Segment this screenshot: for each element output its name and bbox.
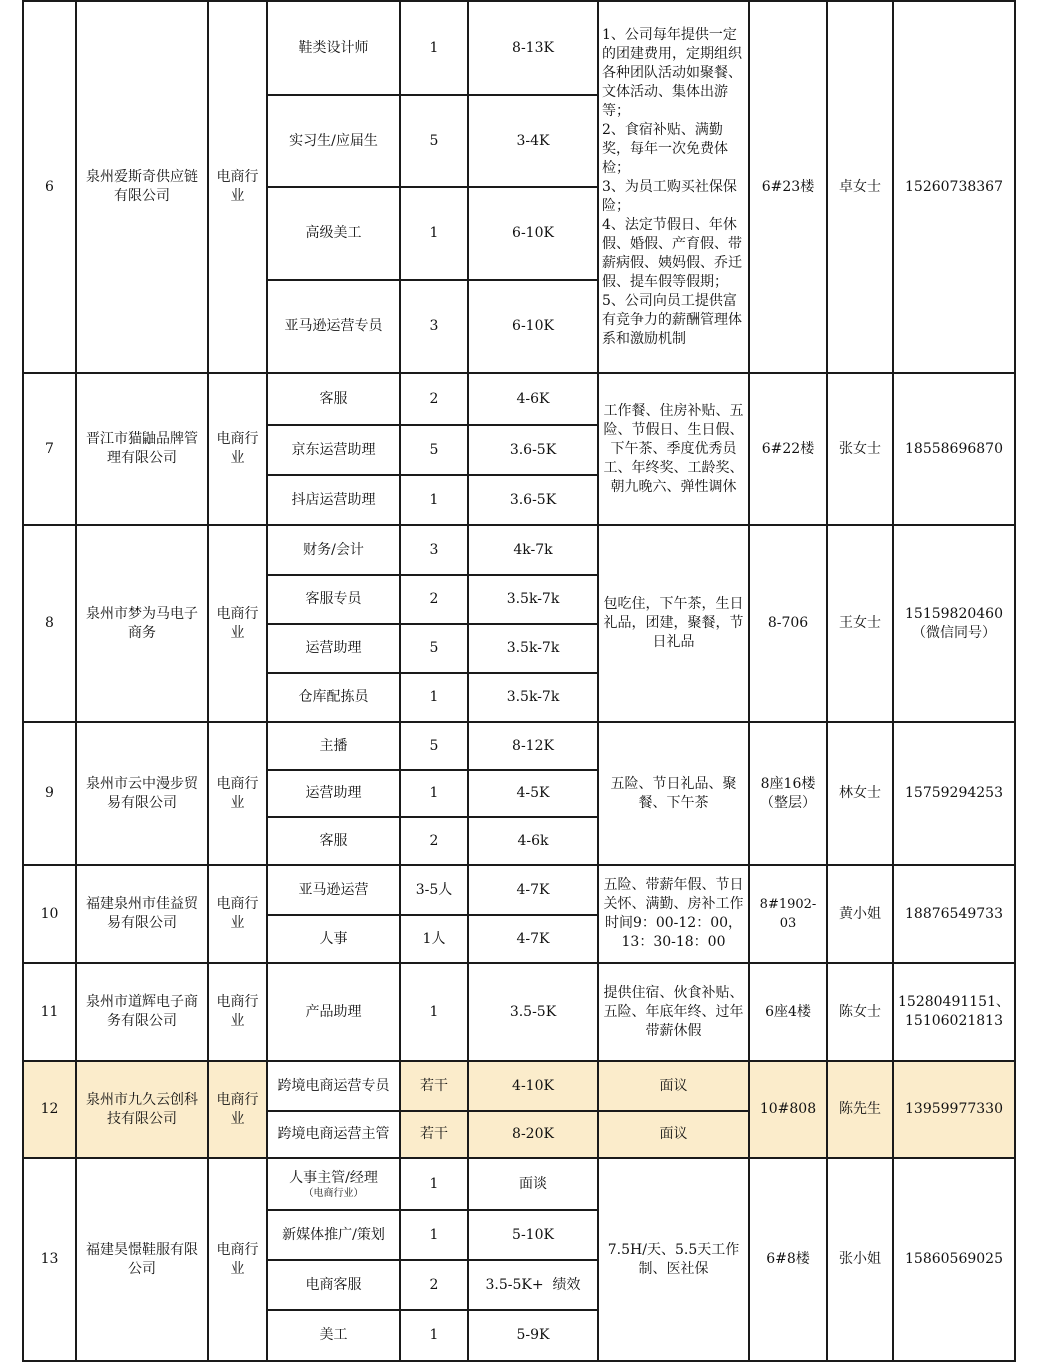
- row-number: 10: [23, 865, 76, 963]
- industry: 电商行业: [208, 722, 267, 865]
- job-title: [267, 1158, 400, 1210]
- job-count: 2: [400, 817, 468, 865]
- company-name: 泉州市九久云创科技有限公司: [76, 1061, 208, 1158]
- benefits: 工作餐、住房补贴、五险、节假日、生日假、下午茶、季度优秀员工、年终奖、工龄奖、朝九晚六、弹性调休: [598, 373, 749, 525]
- benefits: 1、公司每年提供一定的团建费用，定期组织各种团队活动如聚餐、文体活动、集体出游等； 2、食宿补贴、满勤奖，每年一次免费体检； 3、为员工购买社保保险； 4、法定节假日、年休假、婚假、产育假、带薪病假、姨妈假、乔迁假、提车假等假期； 5、公司向员工提供富有竞争力的薪酬管理体系和激励机制: [598, 1, 749, 373]
- job-count: 5: [400, 425, 468, 475]
- benefits: 提供住宿、伙食补贴、五险、年底年终、过年带薪休假: [598, 963, 749, 1061]
- row-number: 7: [23, 373, 76, 525]
- job-salary: 4-10K: [468, 1061, 598, 1111]
- company-name: 泉州爱斯奇供应链有限公司: [76, 1, 208, 373]
- job-count: 1: [400, 187, 468, 280]
- contact: 张女士: [827, 373, 893, 525]
- job-salary: 面谈: [468, 1158, 598, 1210]
- job-title: 主播: [267, 722, 400, 770]
- job-count: 3-5人: [400, 865, 468, 915]
- job-listing-sheet: [22, 0, 1016, 1362]
- address: 6#8楼: [749, 1158, 827, 1361]
- job-salary: 3.6-5K: [468, 425, 598, 475]
- industry: 电商行业: [208, 373, 267, 525]
- phone: 18558696870: [893, 373, 1015, 525]
- job-title: 抖店运营助理: [267, 475, 400, 525]
- address: 6#22楼: [749, 373, 827, 525]
- job-title: 京东运营助理: [267, 425, 400, 475]
- job-title-text: 人事主管/经理: [289, 1169, 378, 1186]
- job-count: 1: [400, 1158, 468, 1210]
- job-salary: 3.6-5K: [468, 475, 598, 525]
- job-count: 1: [400, 963, 468, 1061]
- job-count: 3: [400, 525, 468, 575]
- address: 8#1902-03: [749, 865, 827, 963]
- job-title: 客服: [267, 373, 400, 425]
- job-title: 产品助理: [267, 963, 400, 1061]
- job-count: 5: [400, 95, 468, 187]
- job-count: 1人: [400, 915, 468, 963]
- job-count: 3: [400, 280, 468, 373]
- company-name: 泉州市梦为马电子商务: [76, 525, 208, 722]
- job-salary: 8-12K: [468, 722, 598, 770]
- phone: 18876549733: [893, 865, 1015, 963]
- contact: 林女士: [827, 722, 893, 865]
- industry: 电商行业: [208, 865, 267, 963]
- job-salary: 3.5k-7k: [468, 673, 598, 722]
- company-name: 晋江市猫鼬品牌管理有限公司: [76, 373, 208, 525]
- job-count: 1: [400, 673, 468, 722]
- job-count: 5: [400, 624, 468, 673]
- table-row: [23, 525, 1015, 575]
- job-title: 财务/会计: [267, 525, 400, 575]
- job-listing-table: [22, 0, 1016, 1362]
- company-name: 泉州市云中漫步贸易有限公司: [76, 722, 208, 865]
- job-salary: 8-13K: [468, 1, 598, 95]
- job-salary: 3.5-5K+ 绩效: [468, 1260, 598, 1310]
- job-salary: 3.5-5K: [468, 963, 598, 1061]
- benefits: 包吃住，下午茶，生日礼品，团建，聚餐，节日礼品: [598, 525, 749, 722]
- job-salary: 6-10K: [468, 280, 598, 373]
- table-row: [23, 373, 1015, 425]
- job-count: 2: [400, 575, 468, 624]
- job-salary: 5-9K: [468, 1310, 598, 1361]
- benefits: 面议: [598, 1061, 749, 1111]
- phone: 15260738367: [893, 1, 1015, 373]
- industry: 电商行业: [208, 1061, 267, 1158]
- industry: 电商行业: [208, 1158, 267, 1361]
- contact: 卓女士: [827, 1, 893, 373]
- job-title: 跨境电商运营主管: [267, 1111, 400, 1158]
- job-title: 运营助理: [267, 624, 400, 673]
- job-count: 若干: [400, 1061, 468, 1111]
- job-salary: 4-5K: [468, 770, 598, 817]
- job-count: 2: [400, 373, 468, 425]
- job-count: 1: [400, 1210, 468, 1260]
- table-row: [23, 1061, 1015, 1111]
- job-title: 亚马逊运营: [267, 865, 400, 915]
- job-count: 1: [400, 475, 468, 525]
- job-salary: 4-6K: [468, 373, 598, 425]
- table-row: [23, 722, 1015, 770]
- job-salary: 3.5k-7k: [468, 624, 598, 673]
- row-number: 11: [23, 963, 76, 1061]
- table-row: [23, 1158, 1015, 1210]
- phone: 15759294253: [893, 722, 1015, 865]
- contact: 张小姐: [827, 1158, 893, 1361]
- row-number: 13: [23, 1158, 76, 1361]
- table-row: [23, 865, 1015, 915]
- job-salary: 6-10K: [468, 187, 598, 280]
- address: 8座16楼（整层）: [749, 722, 827, 865]
- address: 10#808: [749, 1061, 827, 1158]
- job-salary: 4-6k: [468, 817, 598, 865]
- phone: 13959977330: [893, 1061, 1015, 1158]
- company-name: 福建昊憬鞋服有限公司: [76, 1158, 208, 1361]
- address: 6座4楼: [749, 963, 827, 1061]
- job-title-note: （电商行业）: [303, 1187, 364, 1199]
- job-title: 客服: [267, 817, 400, 865]
- industry: 电商行业: [208, 525, 267, 722]
- row-number: 9: [23, 722, 76, 865]
- job-title: 美工: [267, 1310, 400, 1361]
- job-title: 实习生/应届生: [267, 95, 400, 187]
- contact: 黄小姐: [827, 865, 893, 963]
- job-title: 亚马逊运营专员: [267, 280, 400, 373]
- job-title: 仓库配拣员: [267, 673, 400, 722]
- job-count: 5: [400, 722, 468, 770]
- phone: 15280491151、15106021813: [893, 963, 1015, 1061]
- row-number: 8: [23, 525, 76, 722]
- table-row: [23, 963, 1015, 1061]
- phone: 15159820460（微信同号）: [893, 525, 1015, 722]
- contact: 陈女士: [827, 963, 893, 1061]
- benefits: 五险、带薪年假、节日关怀、满勤、房补工作时间9：00-12：00，13：30-18：00: [598, 865, 749, 963]
- job-title: 鞋类设计师: [267, 1, 400, 95]
- job-count: 1: [400, 1, 468, 95]
- job-salary: 3.5k-7k: [468, 575, 598, 624]
- industry: 电商行业: [208, 963, 267, 1061]
- job-title: 运营助理: [267, 770, 400, 817]
- job-count: 若干: [400, 1111, 468, 1158]
- industry: 电商行业: [208, 1, 267, 373]
- contact: 陈先生: [827, 1061, 893, 1158]
- job-title: 高级美工: [267, 187, 400, 280]
- job-count: 2: [400, 1260, 468, 1310]
- job-salary: 4-7K: [468, 865, 598, 915]
- company-name: 泉州市道辉电子商务有限公司: [76, 963, 208, 1061]
- contact: 王女士: [827, 525, 893, 722]
- job-salary: 4-7K: [468, 915, 598, 963]
- job-count: 1: [400, 770, 468, 817]
- table-row: [23, 1, 1015, 95]
- company-name: 福建泉州市佳益贸易有限公司: [76, 865, 208, 963]
- row-number: 12: [23, 1061, 76, 1158]
- address: 8-706: [749, 525, 827, 722]
- row-number: 6: [23, 1, 76, 373]
- job-salary: 5-10K: [468, 1210, 598, 1260]
- address: 6#23楼: [749, 1, 827, 373]
- job-count: 1: [400, 1310, 468, 1361]
- benefits: 面议: [598, 1111, 749, 1158]
- phone: 15860569025: [893, 1158, 1015, 1361]
- job-title: 新媒体推广/策划: [267, 1210, 400, 1260]
- job-title: 电商客服: [267, 1260, 400, 1310]
- job-title: 跨境电商运营专员: [267, 1061, 400, 1111]
- job-salary: 3-4K: [468, 95, 598, 187]
- job-title: 客服专员: [267, 575, 400, 624]
- job-title: 人事: [267, 915, 400, 963]
- job-salary: 8-20K: [468, 1111, 598, 1158]
- job-salary: 4k-7k: [468, 525, 598, 575]
- benefits: 五险、节日礼品、聚餐、下午茶: [598, 722, 749, 865]
- benefits: 7.5H/天、5.5天工作制、医社保: [598, 1158, 749, 1361]
